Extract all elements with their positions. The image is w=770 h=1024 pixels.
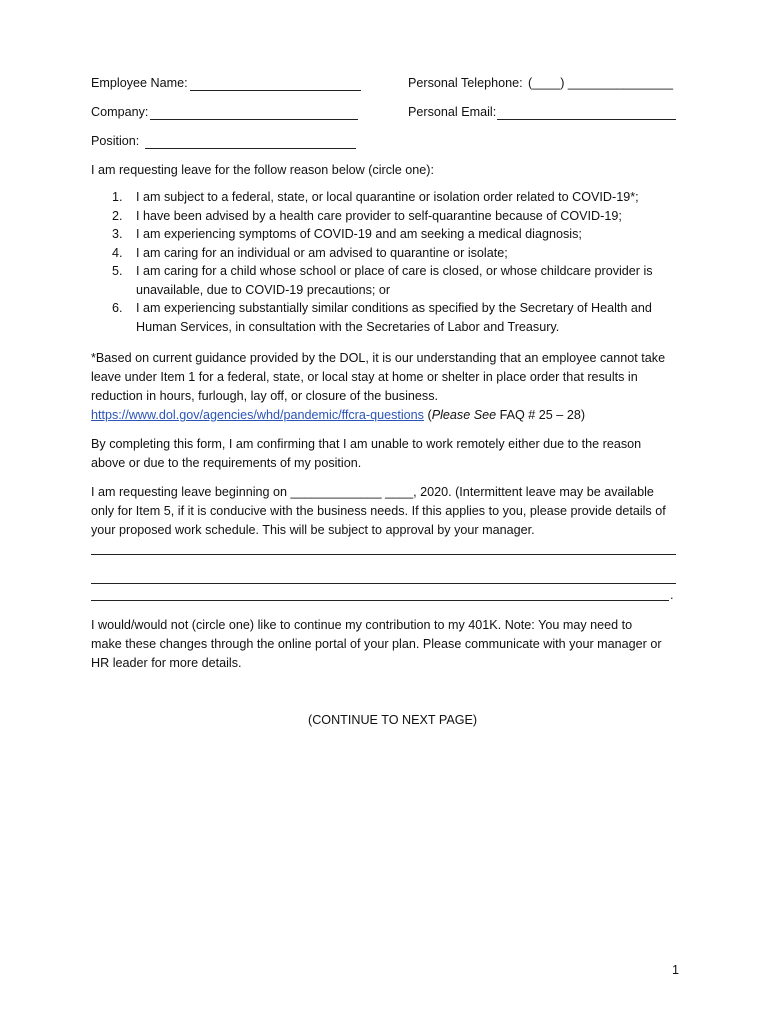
continue-note: (CONTINUE TO NEXT PAGE) <box>308 713 478 727</box>
employee-name-field[interactable] <box>190 90 361 91</box>
leave-reason-item[interactable]: 2. I have been advised by a health care provider to self-quarantine because of COVID-19; <box>112 208 622 223</box>
leave-reason-item[interactable]: 4. I am caring for an individual or am advised to quarantine or isolate; <box>112 245 508 260</box>
personal-telephone-field[interactable]: (____) _______________ <box>528 76 673 90</box>
schedule-line-2[interactable] <box>91 583 676 584</box>
retirement-contribution-paragraph: I would/would not (circle one) like to continue my contribution to my 401K. Note: You may need to make these changes through the online portal of your plan. Please communicate with your manager or HR leader for more details. <box>91 618 662 670</box>
schedule-line-1[interactable] <box>91 554 676 555</box>
remote-work-confirmation: By completing this form, I am confirming that I am unable to work remotely either due to the reason above or due to the requirements of my position. <box>91 437 642 470</box>
personal-email-field[interactable] <box>497 119 676 120</box>
employee-name-label: Employee Name: <box>91 76 188 90</box>
personal-telephone-label: Personal Telephone: <box>408 76 523 90</box>
company-field[interactable] <box>150 119 358 120</box>
company-label: Company: <box>91 105 149 119</box>
personal-email-label: Personal Email: <box>408 105 497 119</box>
dol-guidance-paragraph: *Based on current guidance provided by the DOL, it is our understanding that an employee cannot take leave under Item 1 for a federal, state, or local stay at home or shelter in place order that results in reduction in hours, furlough, lay off, or closure of the business. https://www.dol.gov/agencies/whd/pandemic/ffcra-questions (Please See FAQ # 25 – 28) <box>91 351 666 422</box>
position-field[interactable] <box>145 148 356 149</box>
leave-reason-list <box>91 188 691 336</box>
leave-reason-intro: I am requesting leave for the follow reason below (circle one): <box>91 163 435 177</box>
page-number: 1 <box>672 963 680 977</box>
leave-start-paragraph: I am requesting leave beginning on _____________ ____, 2020. (Intermittent leave may be available only for Item 5, if it is conducive with the business needs. If this applies to you, please provide details of your proposed work schedule. This will be subject to approval by your manager. <box>91 485 666 537</box>
schedule-end-mark: . <box>670 588 674 602</box>
leave-reason-item[interactable]: 1. I am subject to a federal, state, or local quarantine or isolation order related to COVID-19*; <box>112 190 639 204</box>
schedule-line-3[interactable] <box>91 600 669 601</box>
dol-faq-link[interactable]: https://www.dol.gov/agencies/whd/pandemic/ffcra-questions <box>91 408 424 422</box>
position-label: Position: <box>91 134 140 148</box>
leave-reason-item[interactable]: 6. I am experiencing substantially similar conditions as specified by the Secretary of Health and Human Services, in consultation with the Secretaries of Labor and Treasury. <box>112 301 652 334</box>
leave-reason-item[interactable]: 3. I am experiencing symptoms of COVID-19 and am seeking a medical diagnosis; <box>112 227 582 241</box>
leave-reason-item[interactable]: 5. I am caring for a child whose school or place of care is closed, or whose childcare provider is unavailable, due to COVID-19 precautions; or <box>112 264 653 297</box>
